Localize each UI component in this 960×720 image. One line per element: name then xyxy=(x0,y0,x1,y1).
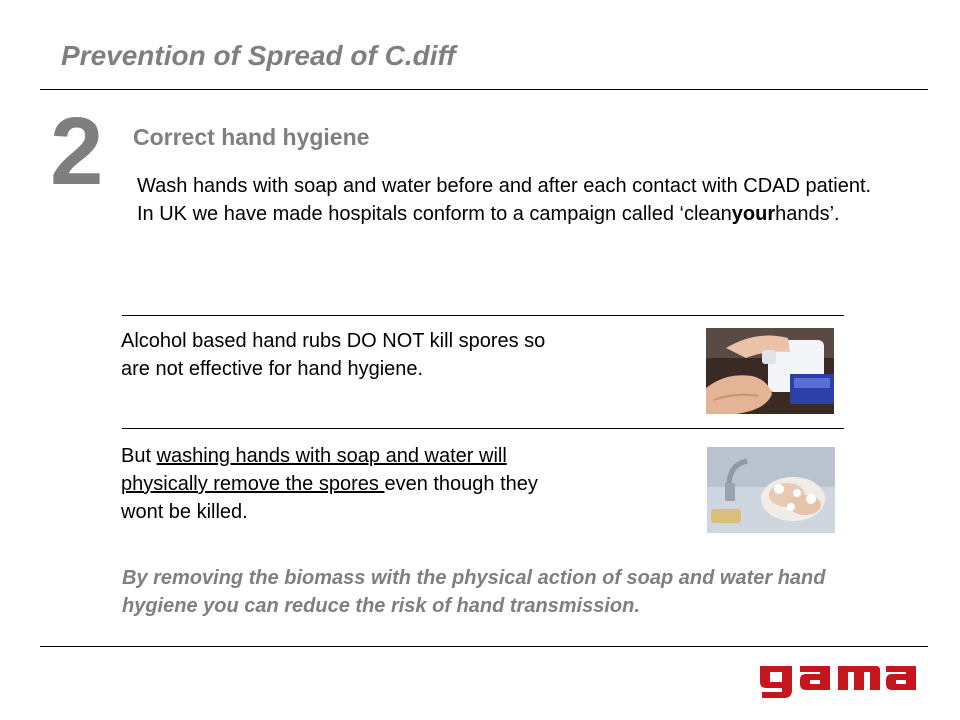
campaign-emphasis: your xyxy=(731,203,776,225)
hand-washing-photo xyxy=(707,447,835,533)
slide-title: Prevention of Spread of C.diff xyxy=(61,40,456,71)
intro-line-1: Wash hands with soap and water before and after each contact with CDAD patient. xyxy=(137,175,872,197)
gama-logo xyxy=(756,660,920,700)
summary-text: By removing the biomass with the physical action of soap and water hand hygiene you can reduce the risk of hand transmission. xyxy=(122,567,826,617)
title-divider xyxy=(40,89,928,90)
alcohol-rub-paragraph: Alcohol based hand rubs DO NOT kill spores so are not effective for hand hygiene. xyxy=(121,330,546,380)
section-divider-2 xyxy=(122,428,844,429)
section-heading: Correct hand hygiene xyxy=(133,124,370,150)
section-divider-1 xyxy=(122,315,844,316)
step-number: 2 xyxy=(50,98,104,205)
hand-rub-dispenser-photo xyxy=(706,328,834,414)
intro-paragraph xyxy=(137,172,877,228)
footer-divider xyxy=(40,646,928,647)
intro-line-2: In UK we have made hospitals conform to a campaign called ‘cleanyourhands’. xyxy=(137,203,840,225)
underlined-emphasis: washing hands with soap and water will physically remove the spores xyxy=(121,445,507,495)
soap-washing-paragraph: But washing hands with soap and water will physically remove the spores even though they wont be killed. xyxy=(121,445,538,523)
